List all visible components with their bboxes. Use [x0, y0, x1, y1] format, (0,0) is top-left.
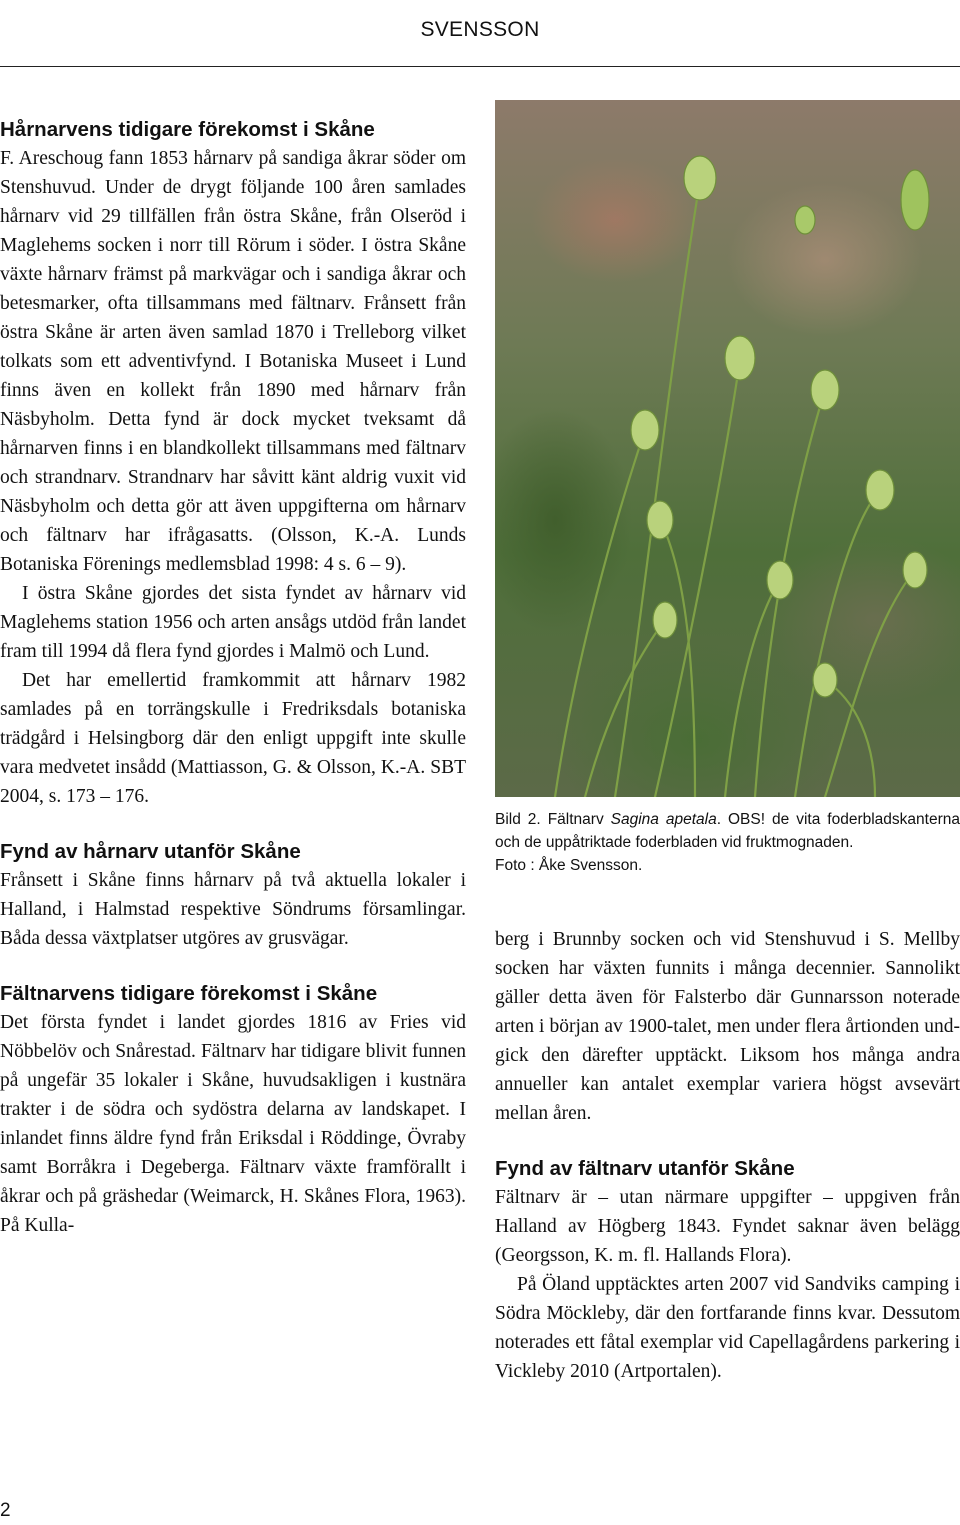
- right-column: [495, 925, 960, 1386]
- page-number: 2: [0, 1500, 11, 1521]
- caption-prefix: Bild 2. Fältnarv: [495, 811, 611, 828]
- paragraph: Det första fyndet i landet gjordes 1816 av Fries vid Nöbbelöv och Snårestad. Fältnarv har tidigare blivit funnen på ungefär 35 lokaler i Skåne, huvudsakligen i kustnära trakter i de södra och sydöstra delarna av landskapet. I inlandet finns äldre fynd från Eriksdal i Röddinge, Övraby samt Borråkra i Degeberga. Fältnarv växte framförallt i åkrar och på gräshedar (Weimarck, H. Skånes Flora, 1963). På Kulla-: [0, 1012, 466, 1236]
- left-column: [0, 116, 466, 1240]
- figure-caption: [495, 808, 960, 877]
- caption-species: Sagina apetala: [610, 811, 717, 828]
- paragraph: På Öland upptäcktes arten 2007 vid Sandviks camping i Södra Möckleby, där den fortfarande finns kvar. Dessutom noterades ett fåtal exemplar vid Capellagårdens parkering i Vickleby 2010 (Artportalen).: [495, 1274, 960, 1382]
- caption-credit: Foto : Åke Svensson.: [495, 857, 643, 874]
- plant-photo: [495, 100, 960, 797]
- section-heading-faltnarv-outside: Fynd av fältnarv utanför Skåne: [495, 1157, 795, 1180]
- paragraph: F. Areschoug fann 1853 hårnarv på sandiga åkrar söder om Stenshuvud. Under de drygt följande 100 åren samlades hårnarv vid 29 tillfällen från östra Skåne, från Olseröd i Maglehems socken i norr till Rörum i söder. I östra Skåne växte hårnarv främst på markvägar och i sandiga åkrar och betesmarker, ofta tillsammans med fältnarv. Frånsett från östra Skåne är arten även samlad 1870 i Trelleborg vilket tolkats som ett adventivfynd. I Botaniska Museet i Lund finns även en kollekt från 1890 med hårnarv från Näsbyholm. Detta fynd är dock mycket tveksamt då hårnarven finns i en blandkollekt tillsammans med fältnarv och strandnarv. Strandnarv har såvitt känt aldrig vuxit vid Näsbyholm och detta gör att även uppgifterna om hårnarv och fältnarv har ifrågasatts. (Olsson, K.-A. Lunds Botaniska Förenings medlemsblad 1998: 4 s. 6 – 9).: [0, 148, 466, 575]
- paragraph: I östra Skåne gjordes det sista fyndet av hårnarv vid Maglehems station 1956 och arten ansågs utdöd från landet fram till 1994 då flera fynd gjordes i Malmö och Lund.: [0, 583, 466, 662]
- plant-illustration: [495, 100, 960, 797]
- running-head: SVENSSON: [420, 18, 540, 41]
- section-heading-faltnarv-history: Fältnarvens tidigare förekomst i Skåne: [0, 982, 378, 1005]
- section-heading-harnarv-outside: Fynd av hårnarv utanför Skåne: [0, 840, 301, 863]
- section-heading-harnarv-history: Hårnarvens tidigare förekomst i Skåne: [0, 118, 375, 141]
- header-rule: [0, 66, 960, 67]
- paragraph: berg i Brunnby socken och vid Stenshuvud i S. Mellby socken har växten funnits i många decennier. Sannolikt gäller detta även för Falsterbo där Gunnarsson noterade arten i början av 1900-talet, men under flera årtionden undgick den därefter upptäckt. Liksom hos många andra annueller kan antalet exemplar variera högst avsevärt mellan åren.: [495, 929, 960, 1124]
- caption-text: . OBS! de vita foderbladskanterna och de uppåtriktade foderbladen vid fruktmognaden.: [495, 811, 960, 851]
- paragraph: Fältnarv är – utan närmare uppgifter – uppgiven från Halland av Högberg 1843. Fyndet saknar även belägg (Georgsson, K. m. fl. Hallands Flora).: [495, 1187, 960, 1266]
- paragraph: Frånsett i Skåne finns hårnarv på två aktuella lokaler i Halland, i Halmstad respektive Söndrums församlingar. Båda dessa växtplatser utgöres av grusvägar.: [0, 870, 466, 949]
- paragraph: Det har emellertid framkommit att hårnarv 1982 samlades på en torrängskulle i Fredriksdals botaniska trädgård i Helsingborg där den enligt uppgift inte skulle vara medvetet insådd (Mattiasson, G. & Olsson, K.-A. SBT 2004, s. 173 – 176.: [0, 670, 466, 807]
